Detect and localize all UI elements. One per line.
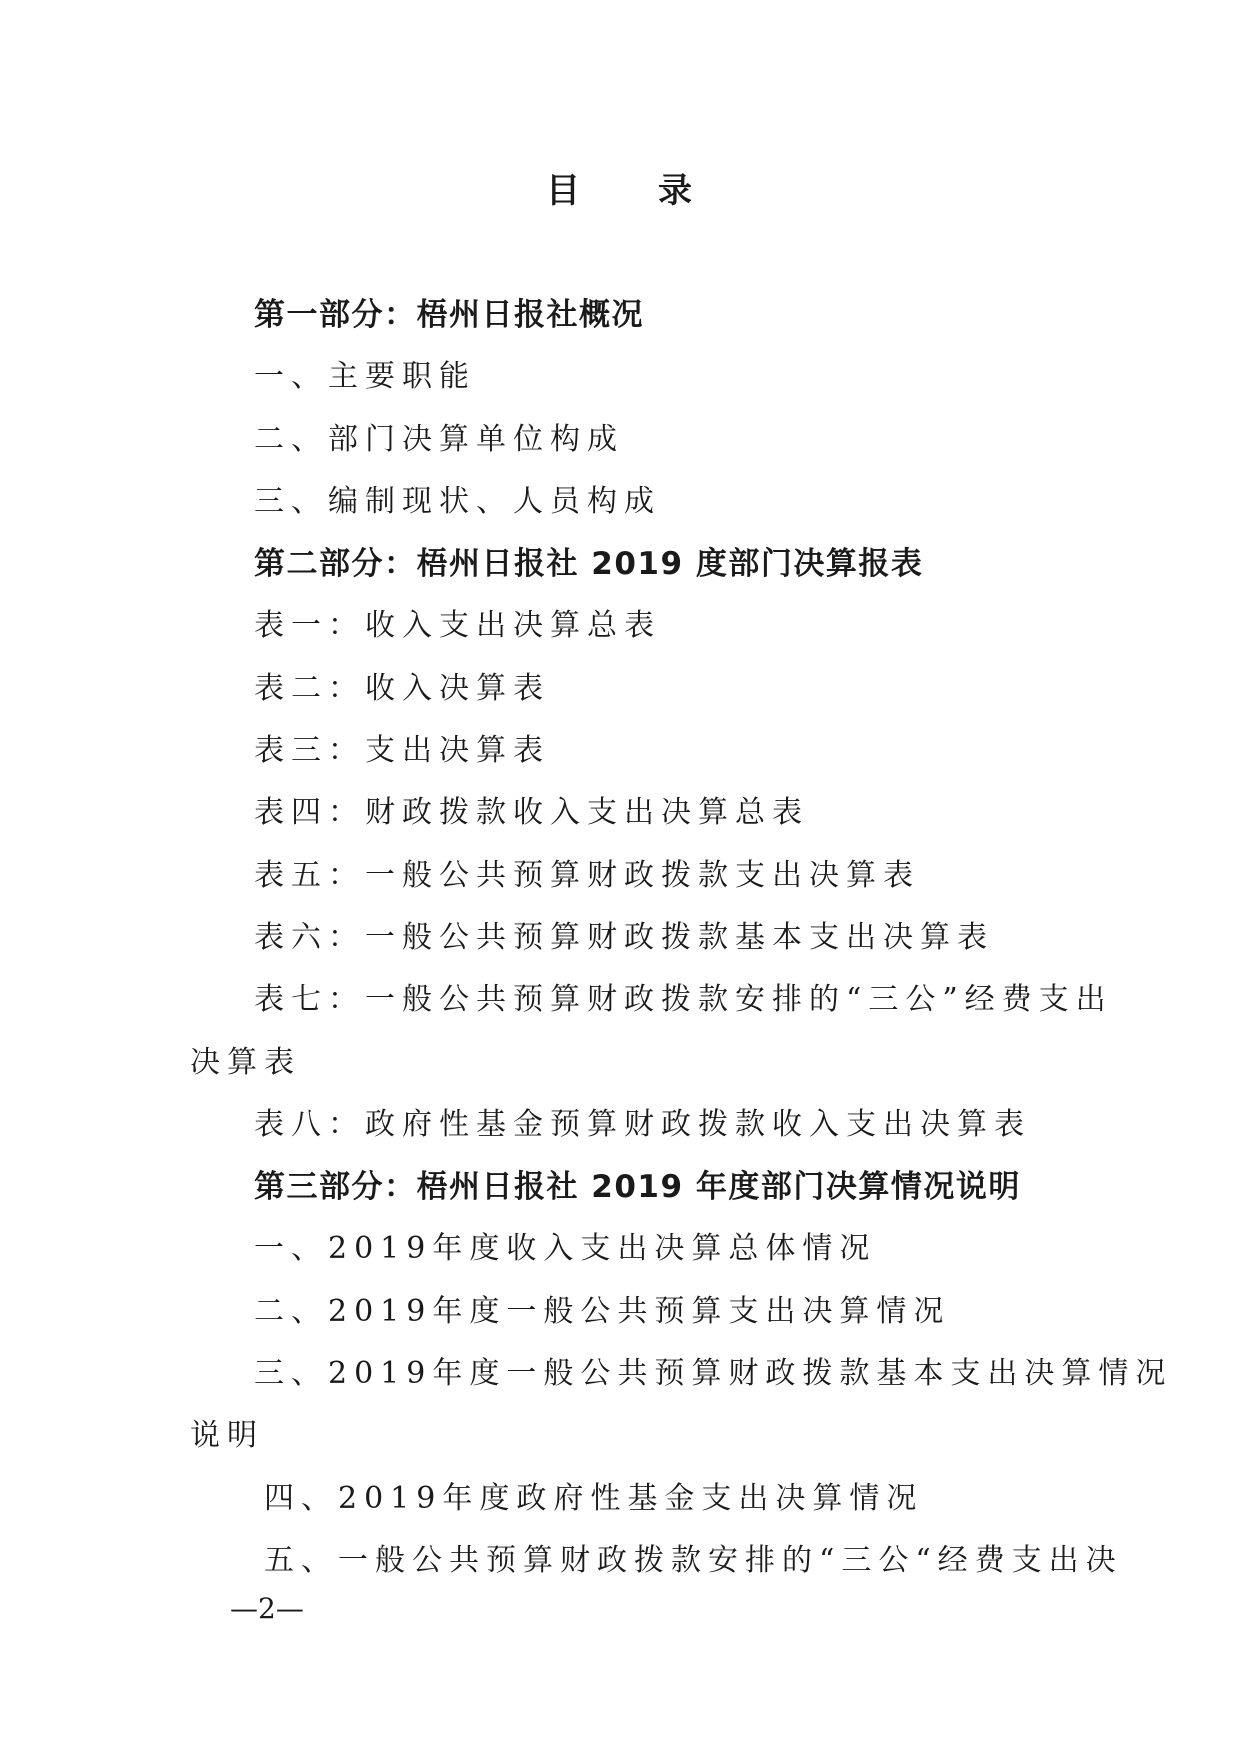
page-number: —2— [230,1592,304,1625]
toc-item: 表五：一般公共预算财政拨款支出决算表 [254,857,920,893]
toc-item: 四、2019年度政府性基金支出决算情况 [264,1480,924,1516]
title-char-1: 目 [546,171,582,211]
toc-part-2-heading: 第二部分：梧州日报社 2019 度部门决算报表 [254,546,924,583]
toc-item-continuation: 决算表 [190,1044,301,1080]
toc-item: 三、编制现状、人员构成 [254,483,661,519]
toc-item: 表七：一般公共预算财政拨款安排的“三公”经费支出 [254,982,1113,1018]
toc-item-continuation: 说明 [190,1418,264,1454]
toc-item: 表三：支出决算表 [254,733,550,769]
toc-item: 表四：财政拨款收入支出决算总表 [254,795,809,831]
title-char-2: 录 [658,171,694,211]
toc-item: 一、2019年度收入支出决算总体情况 [254,1231,877,1267]
toc-item: 表六：一般公共预算财政拨款基本支出决算表 [254,919,994,955]
table-of-contents [190,284,1173,1592]
toc-part-3-heading: 第三部分：梧州日报社 2019 年度部门决算情况说明 [254,1169,1021,1206]
toc-item: 表一：收入支出决算总表 [254,608,661,644]
toc-item: 五、一般公共预算财政拨款安排的“三公“经费支出决 [264,1542,1123,1578]
toc-item: 表二：收入决算表 [254,670,550,706]
toc-item: 二、部门决算单位构成 [254,421,624,457]
toc-part-1-heading: 第一部分：梧州日报社概况 [254,297,644,333]
toc-item: 三、2019年度一般公共预算财政拨款基本支出决算情况 [254,1356,1173,1392]
page-title [0,163,1240,212]
toc-item: 表八：政府性基金预算财政拨款收入支出决算表 [254,1106,1031,1142]
toc-item: 二、2019年度一般公共预算支出决算情况 [254,1293,951,1329]
toc-item: 一、主要职能 [254,359,476,395]
